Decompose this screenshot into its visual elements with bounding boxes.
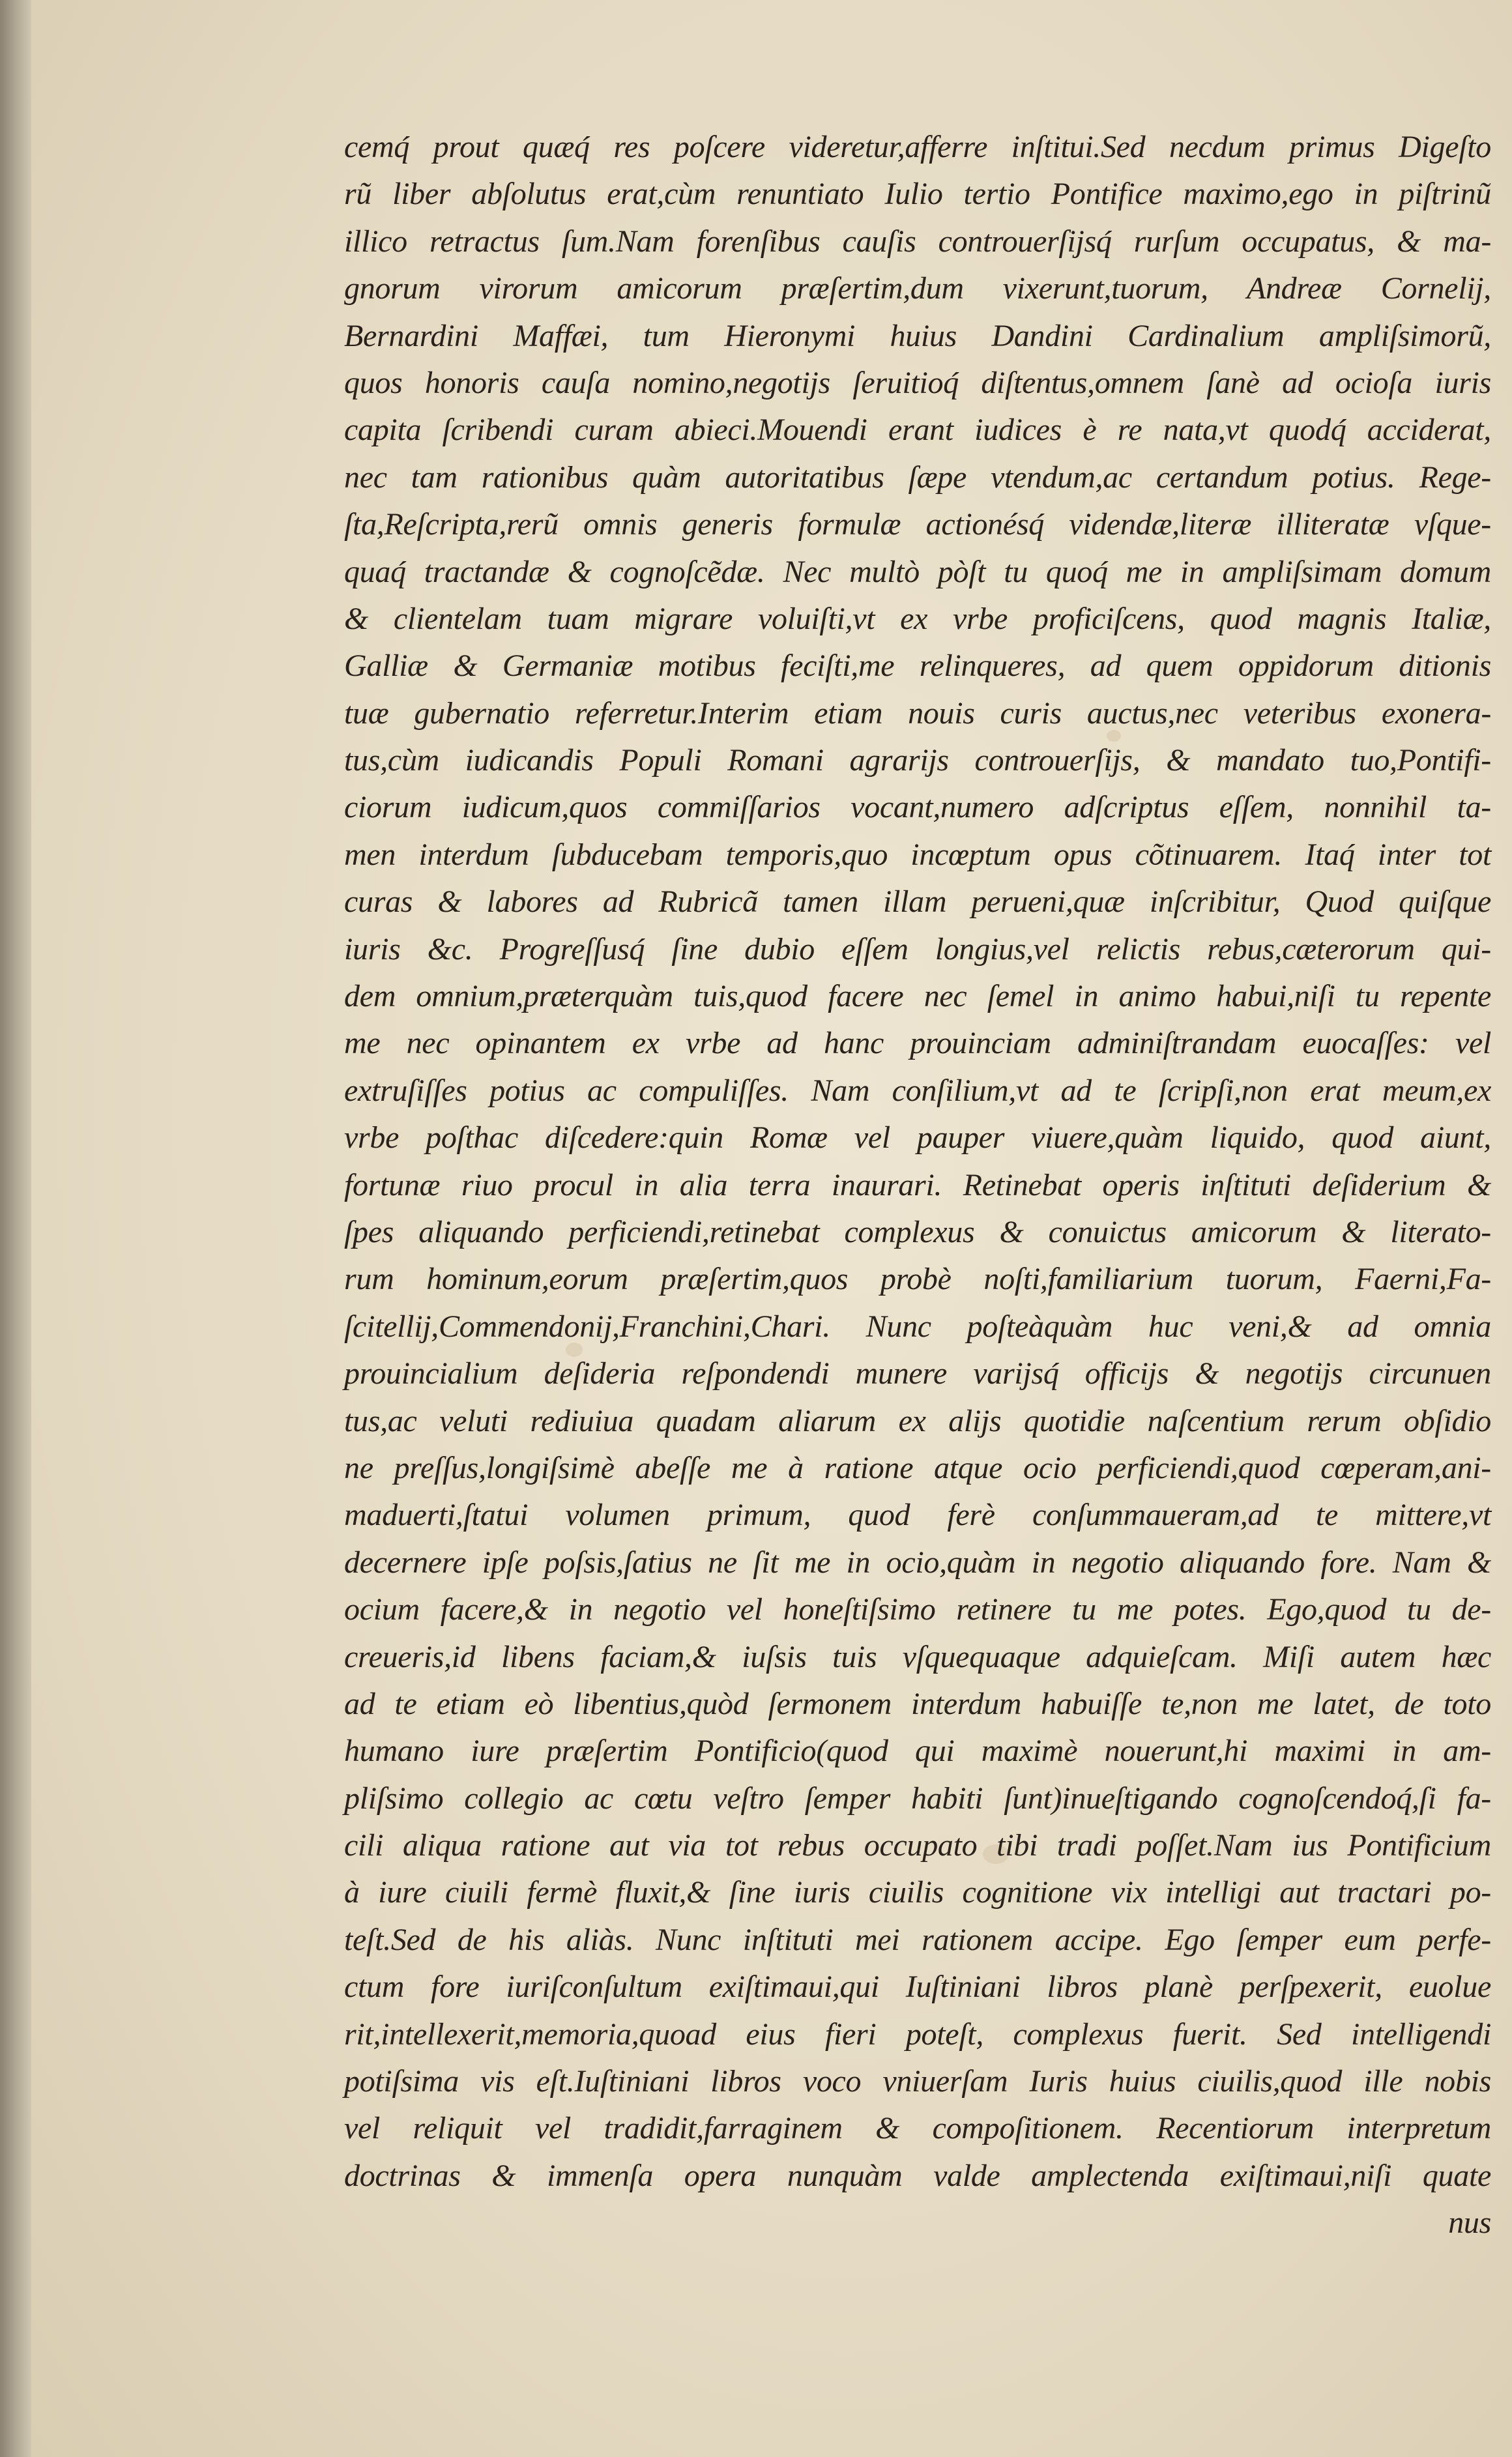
text-line: illico retractus ſum.Nam forenſibus cauſis controuerſijsq́ rurſum occupatus, & ma- xyxy=(344,224,1491,259)
text-line: rũ liber abſolutus erat,cùm renuntiato Iulio tertio Pontifice maximo,ego in piſtrinũ xyxy=(344,177,1491,212)
text-line: dem omnium,præterquàm tuis,quod facere nec ſemel in animo habui,niſi tu repente xyxy=(344,979,1491,1014)
text-line: tuæ gubernatio referretur.Interim etiam nouis curis auctus,nec veteribus exonera- xyxy=(344,695,1491,731)
text-line: vel reliquit vel tradidit,farraginem & compoſitionem. Recentiorum interpretum xyxy=(344,2111,1491,2146)
text-line: prouincialium deſideria reſpondendi munere varijsq́ officijs & negotijs circunuen xyxy=(344,1356,1491,1391)
text-line: pliſsimo collegio ac cœtu veſtro ſemper habiti ſunt)inueſtigando cognoſcendoq́,ſi fa- xyxy=(344,1781,1491,1816)
text-line: ſta,Reſcripta,rerũ omnis generis formulæ actionésq́ videndæ,literæ illiteratæ vſque- xyxy=(344,507,1491,542)
text-line: tus,cùm iudicandis Populi Romani agrarijs controuerſijs, & mandato tuo,Pontifi- xyxy=(344,743,1491,778)
text-line: quos honoris cauſa nomino,negotijs ſeruitioq́ diſtentus,omnem ſanè ad ocioſa iuris xyxy=(344,365,1491,400)
text-line: rit,intellexerit,memoria,quoad eius fieri poteſt, complexus fuerit. Sed intelligendi xyxy=(344,2016,1491,2052)
text-line: humano iure præſertim Pontificio(quod qui maximè nouerunt,hi maximi in am- xyxy=(344,1734,1491,1769)
text-line: maduerti,ſtatui volumen primum, quod ferè conſummaueram,ad te mittere,vt xyxy=(344,1498,1491,1533)
text-line: ſpes aliquando perficiendi,retinebat complexus & conuictus amicorum & literato- xyxy=(344,1214,1491,1249)
text-line: potiſsima vis eſt.Iuſtiniani libros voco vniuerſam Iuris huius ciuilis,quod ille nobis xyxy=(344,2064,1491,2099)
text-line: capita ſcribendi curam abieci.Mouendi erant iudices è re nata,vt quodq́ acciderat, xyxy=(344,413,1491,448)
text-line: nec tam rationibus quàm autoritatibus ſæpe vtendum,ac certandum potius. Rege- xyxy=(344,459,1491,495)
text-line: ctum fore iuriſconſultum exiſtimaui,qui Iuſtiniani libros planè perſpexerit, euolue xyxy=(344,1970,1491,2005)
text-line: cemq́ prout quæq́ res poſcere videretur,afferre inſtitui.Sed necdum primus Digeſto xyxy=(344,130,1491,164)
text-line: Galliæ & Germaniæ motibus feciſti,me relinqueres, ad quem oppidorum ditionis xyxy=(344,648,1491,684)
text-line: fortunæ riuo procul in alia terra inaurari. Retinebat operis inſtituti deſiderium & xyxy=(344,1167,1491,1202)
text-line: extruſiſſes potius ac compuliſſes. Nam conſilium,vt ad te ſcripſi,non erat meum,ex xyxy=(344,1073,1491,1108)
text-line: ne preſſus,longiſsimè abeſſe me à ratione atque ocio perficiendi,quod cœperam,ani- xyxy=(344,1450,1491,1485)
catchword: nus xyxy=(1448,2205,1491,2241)
text-line: tus,ac veluti rediuiua quadam aliarum ex alijs quotidie naſcentium rerum obſidio xyxy=(344,1403,1491,1438)
text-line: ocium facere,& in negotio vel honeſtiſsimo retinere tu me potes. Ego,quod tu de- xyxy=(344,1592,1491,1627)
text-line: cili aliqua ratione aut via tot rebus occupato tibi tradi poſſet.Nam ius Pontificium xyxy=(344,1828,1491,1863)
latin-text-block xyxy=(344,124,1491,2247)
text-line: & clientelam tuam migrare voluiſti,vt ex vrbe proficiſcens, quod magnis Italiæ, xyxy=(344,601,1491,636)
text-line: à iure ciuili fermè fluxit,& ſine iuris ciuilis cognitione vix intelligi aut tractari po- xyxy=(344,1875,1491,1910)
text-line: rum hominum,eorum præſertim,quos probè noſti,familiarium tuorum, Faerni,Fa- xyxy=(344,1262,1491,1297)
book-page xyxy=(31,0,1512,2457)
text-line: curas & labores ad Rubricã tamen illam perueni,quæ inſcribitur, Quod quiſque xyxy=(344,884,1491,920)
text-line: creueris,id libens faciam,& iuſsis tuis vſquequaque adquieſcam. Miſi autem hæc xyxy=(344,1639,1491,1674)
text-line: teſt.Sed de his aliàs. Nunc inſtituti mei rationem accipe. Ego ſemper eum perfe- xyxy=(344,1922,1491,1957)
text-line: ad te etiam eò libentius,quòd ſermonem interdum habuiſſe te,non me latet, de toto xyxy=(344,1686,1491,1721)
text-line: decernere ipſe poſsis,ſatius ne ſit me in ocio,quàm in negotio aliquando fore. Nam & xyxy=(344,1545,1491,1580)
text-line: doctrinas & immenſa opera nunquàm valde amplectenda exiſtimaui,niſi quate xyxy=(344,2158,1491,2193)
text-line: me nec opinantem ex vrbe ad hanc prouinciam adminiſtrandam euocaſſes: vel xyxy=(344,1026,1491,1061)
text-line: men interdum ſubducebam temporis,quo incœptum opus cõtinuarem. Itaq́ inter tot xyxy=(344,837,1491,872)
book-gutter xyxy=(0,0,31,2457)
text-line: quaq́ tractandæ & cognoſcẽdæ. Nec multò pòſt tu quoq́ me in ampliſsimam domum xyxy=(344,554,1491,589)
text-line: gnorum virorum amicorum præſertim,dum vixerunt,tuorum, Andreæ Cornelij, xyxy=(344,271,1491,306)
text-line: ſcitellij,Commendonij,Franchini,Chari. Nunc poſteàquàm huc veni,& ad omnia xyxy=(344,1309,1491,1344)
text-line: Bernardini Maffæi, tum Hieronymi huius Dandini Cardinalium ampliſsimorũ, xyxy=(344,318,1491,353)
text-line: ciorum iudicum,quos commiſſarios vocant,numero adſcriptus eſſem, nonnihil ta- xyxy=(344,790,1491,825)
text-line: iuris &c. Progreſſusq́ ſine dubio eſſem longius,vel relictis rebus,cæterorum qui- xyxy=(344,931,1491,967)
text-line: vrbe poſthac diſcedere:quin Romæ vel pauper viuere,quàm liquido, quod aiunt, xyxy=(344,1120,1491,1156)
